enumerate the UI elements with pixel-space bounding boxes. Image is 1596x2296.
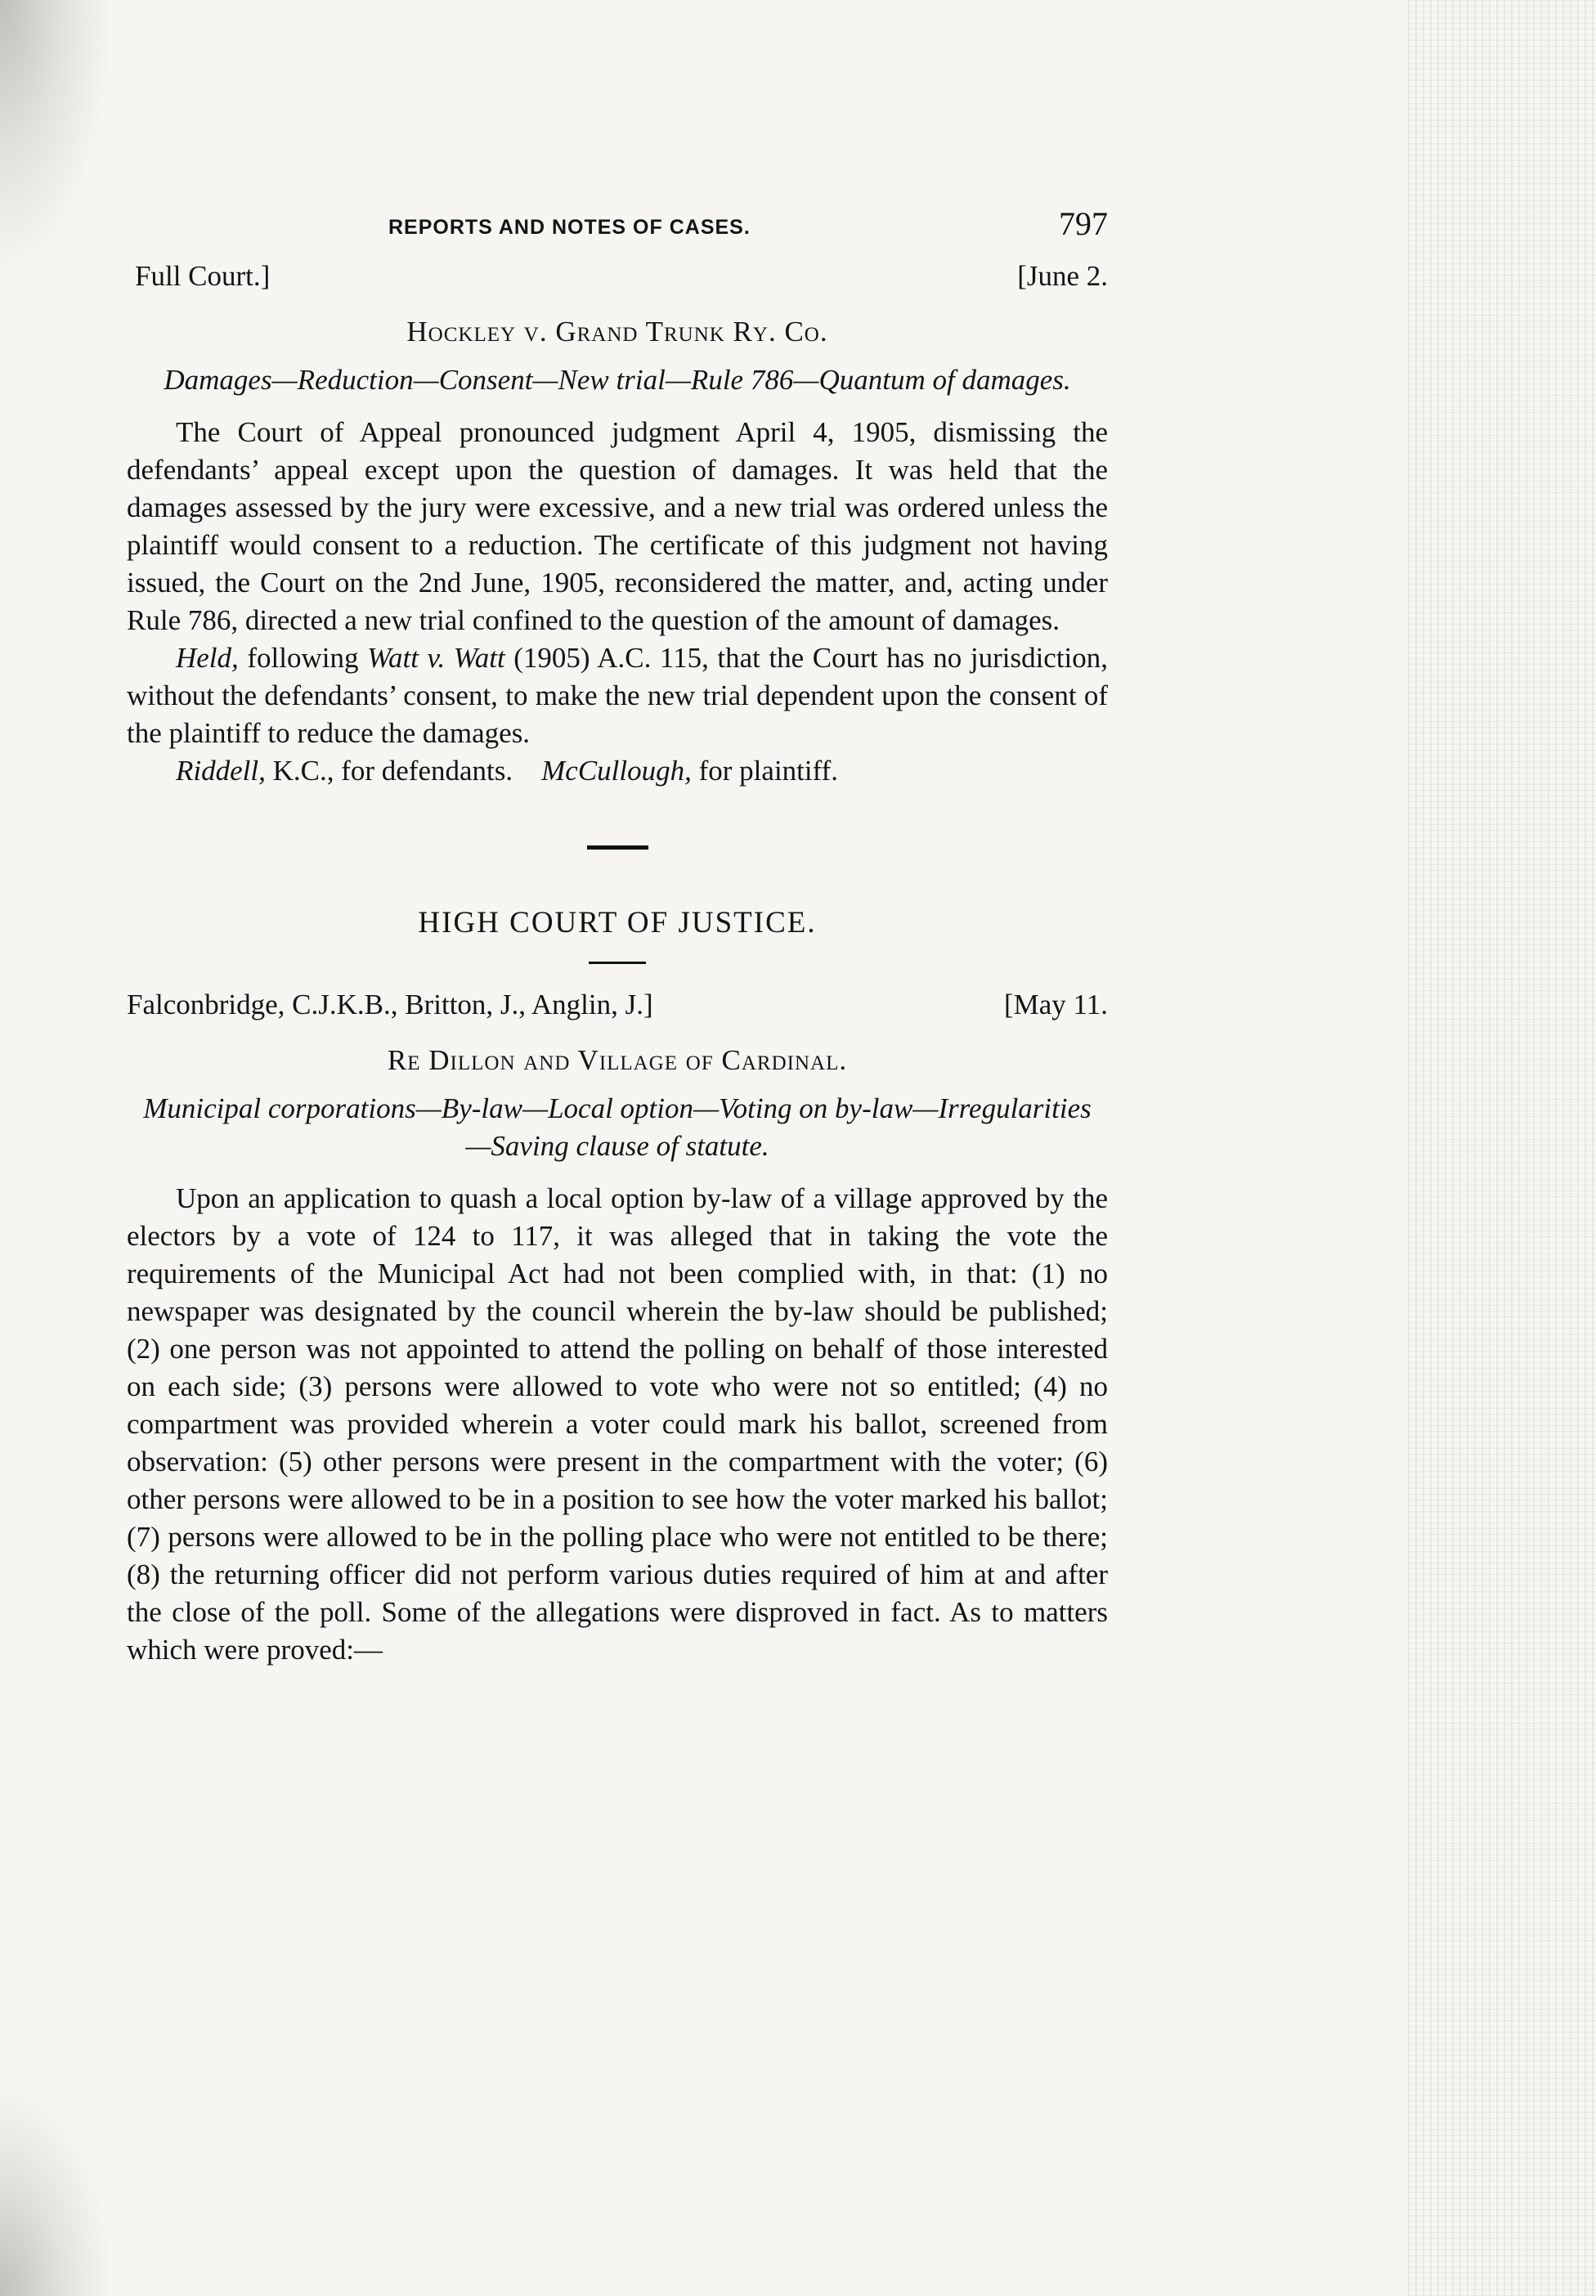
case1-paragraph: The Court of Appeal pronounced judgment April 4, 1905, dismissing the defendants’ appeal except upon the question of damages. It was held that the damages assessed by the jury were excessive, and a new trial was ordered unless the plaintiff would consent to a reduction. The certificate of this judgment not having issued, the Court on the 2nd June, 1905, reconsidered the matter, and, acting under Rule 786, directed a new trial confined to the question of the amount of damages. bbox=[127, 416, 1108, 636]
case1-held-paragraph bbox=[127, 639, 1108, 752]
case1-body bbox=[127, 414, 1108, 790]
case2-paragraph: Upon an application to quash a local option by-law of a village approved by the electors by a vote of 124 to 117, it was alleged that in taking the vote the requirements of the Municipal Act had not been complied with, in that: (1) no newspaper was designated by the council wherein the by-law should be published; (2) one person was not appointed to attend the polling on behalf of those interested on each side; (3) persons were allowed to vote who were not so entitled; (4) no compartment was provided wherein a voter could mark his ballot, screened from observation: (5) other persons were present in the compartment with the voter; (6) other persons were allowed to be in a position to see how the voter marked his ballot; (7) persons were allowed to be in the polling place who were not entitled to be there; (8) the returning officer did not perform various duties required of him at and after the close of the poll. Some of the allegations were disproved in fact. As to matters which were proved:— bbox=[127, 1182, 1108, 1666]
case2-headnote: Municipal corporations—By-law—Local option—Voting on by-law—Irregularities—Saving clause of statute. bbox=[143, 1092, 1092, 1162]
case2-title: Re Dillon and Village of Cardinal. bbox=[387, 1044, 848, 1076]
held-text-a: following bbox=[247, 642, 359, 674]
scan-edge-noise bbox=[1408, 0, 1596, 2296]
case1-title: Hockley v. Grand Trunk Ry. Co. bbox=[406, 316, 828, 348]
running-title: REPORTS AND NOTES OF CASES. bbox=[388, 216, 751, 239]
held-text-b: (1905) A.C. 115, that the Court has no jurisdiction, without the defendants’ consent, to make the new trial dependent upon the consent of the plaintiff to reduce the damages. bbox=[127, 642, 1109, 749]
page-number: 797 bbox=[1059, 205, 1108, 242]
section-divider bbox=[587, 845, 648, 850]
counsel-b-text: for plaintiff. bbox=[698, 755, 839, 787]
case2-judges: Falconbridge, C.J.K.B., Britton, J., Anglin, J.] bbox=[127, 989, 653, 1020]
page-content bbox=[127, 204, 1108, 1669]
scan-corner-shadow-top bbox=[0, 0, 114, 278]
running-head bbox=[127, 204, 1108, 253]
section-title: HIGH COURT OF JUSTICE. bbox=[418, 906, 817, 939]
section-divider-small bbox=[589, 962, 646, 964]
case2-body bbox=[127, 1180, 1108, 1669]
scan-corner-shadow-bottom bbox=[0, 2083, 114, 2296]
case1-date: [June 2. bbox=[1017, 260, 1108, 292]
counsel-a-name: Riddell, bbox=[176, 755, 266, 787]
held-case-citation: Watt v. Watt bbox=[367, 642, 505, 674]
case1-counsel bbox=[127, 752, 1108, 790]
counsel-a-text: K.C., for defendants. bbox=[272, 755, 513, 787]
case1-court: Full Court.] bbox=[135, 260, 271, 292]
case2-judges-line bbox=[127, 989, 1108, 1029]
case1-court-line bbox=[127, 260, 1108, 301]
case2-date: [May 11. bbox=[1003, 989, 1108, 1020]
counsel-b-name: McCullough, bbox=[541, 755, 692, 787]
case1-headnote: Damages—Reduction—Consent—New trial—Rule 786—Quantum of damages. bbox=[164, 364, 1071, 396]
held-label: Held, bbox=[176, 642, 239, 674]
